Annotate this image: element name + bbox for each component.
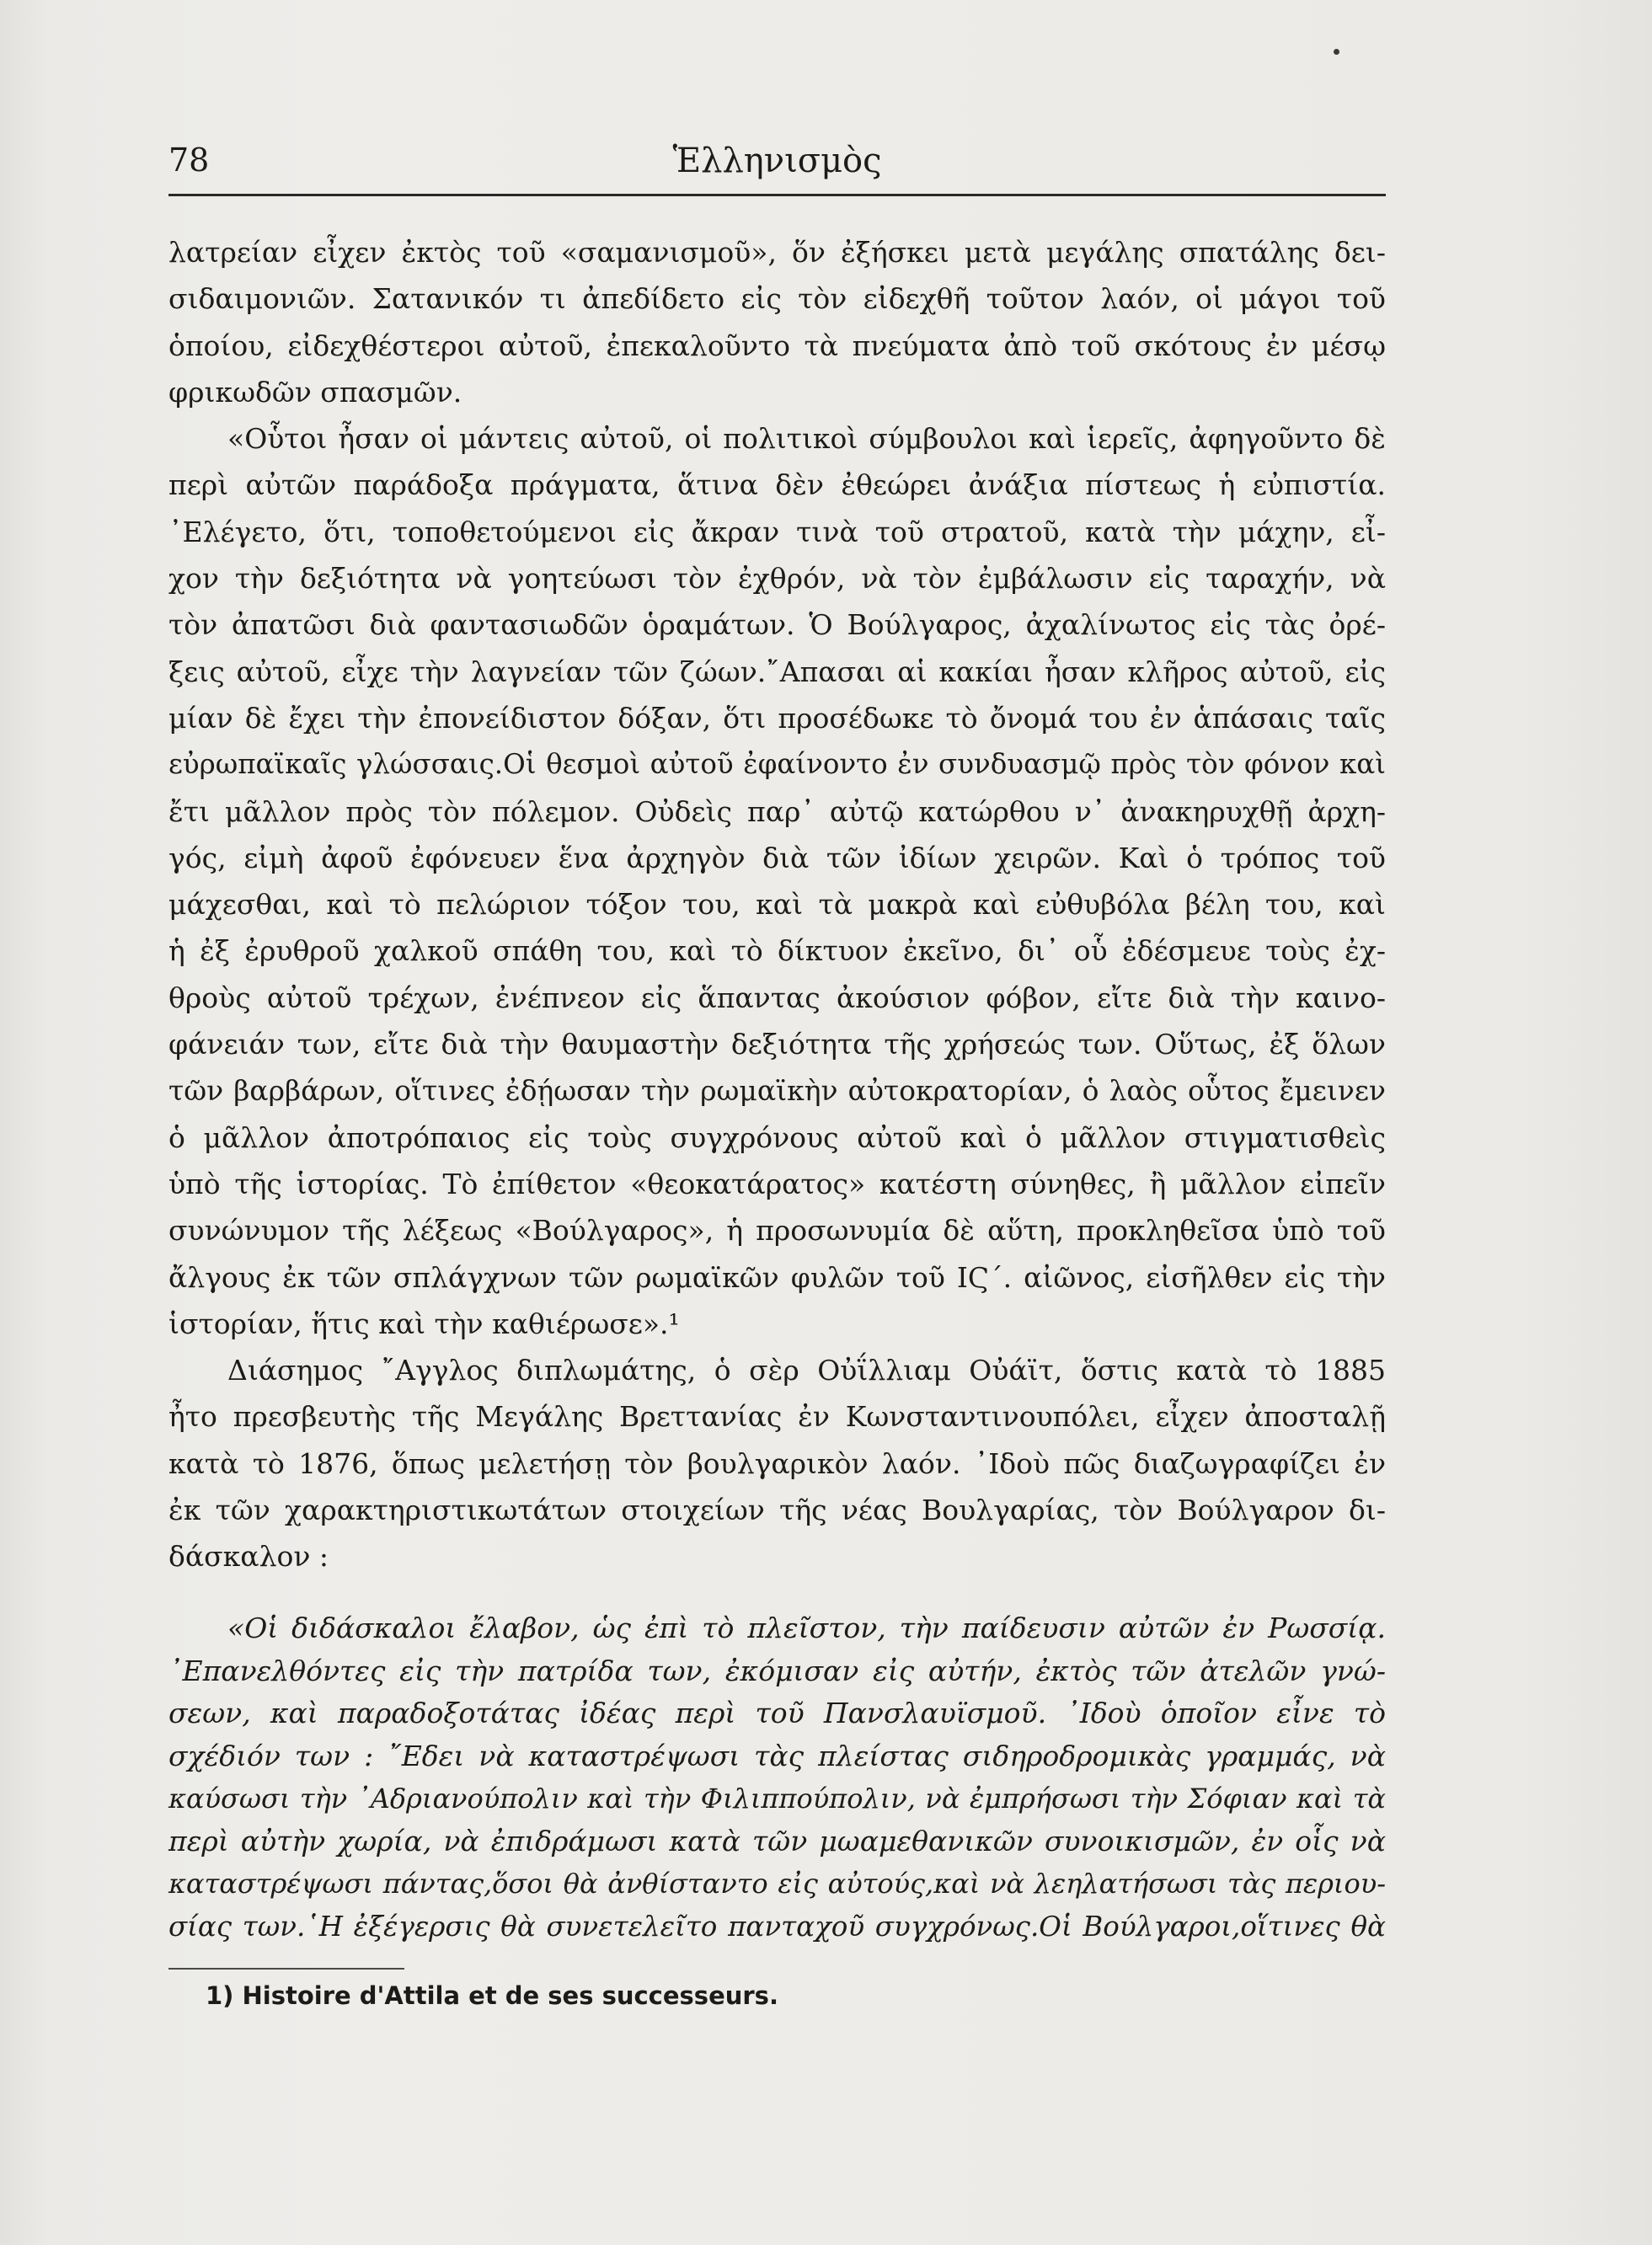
header-rule: [168, 194, 1386, 196]
running-title: Ἑλληνισμὸς: [672, 142, 882, 180]
text-line: εὐρωπαϊκαῖς γλώσσαις.Οἱ θεσμοὶ αὐτοῦ ἐφαίνοντο ἐν συνδυασμῷ πρὸς τὸν φόνον καὶ: [168, 748, 1386, 781]
text-line: Διάσημος ῎Αγγλος διπλωμάτης, ὁ σὲρ Οὐΐλλιαμ Οὐάϊτ, ὅστις κατὰ τὸ 1885: [227, 1354, 1386, 1387]
page-header: [168, 142, 1386, 189]
text-line: ᾿Ελέγετο, ὅτι, τοποθετούμενοι εἰς ἄκραν τινὰ τοῦ στρατοῦ, κατὰ τὴν μάχην, εἶ-: [168, 515, 1386, 548]
quote-line: καύσωσι τὴν ᾿Αδριανούπολιν καὶ τὴν Φιλιππούπολιν, νὰ ἐμπρήσωσι τὴν Σόφιαν καὶ τὰ: [168, 1783, 1386, 1815]
text-line: τῶν βαρβάρων, οἵτινες ἐδῄωσαν τὴν ρωμαϊκὴν αὐτοκρατορίαν, ὁ λαὸς οὗτος ἔμεινεν: [168, 1074, 1386, 1108]
text-line: γός, εἰμὴ ἀφοῦ ἐφόνευεν ἕνα ἀρχηγὸν διὰ τῶν ἰδίων χειρῶν. Καὶ ὁ τρόπος τοῦ: [168, 841, 1386, 874]
text-line: μίαν δὲ ἔχει τὴν ἐπονείδιστον δόξαν, ὅτι προσέδωκε τὸ ὄνομά του ἐν ἁπάσαις ταῖς: [168, 701, 1386, 735]
text-line: χον τὴν δεξιότητα νὰ γοητεύωσι τὸν ἐχθρόν, νὰ τὸν ἐμβάλωσιν εἰς ταραχήν, νὰ: [168, 562, 1386, 596]
text-line: φάνειάν των, εἴτε διὰ τὴν θαυμαστὴν δεξιότητα τῆς χρήσεώς των. Οὕτως, ἐξ ὅλων: [168, 1028, 1386, 1061]
quote-line: ᾿Επανελθόντες εἰς τὴν πατρίδα των, ἐκόμισαν εἰς αὐτήν, ἐκτὸς τῶν ἀτελῶν γνώ-: [168, 1654, 1386, 1687]
text-line: ἄλγους ἐκ τῶν σπλάγχνων τῶν ρωμαϊκῶν φυλῶν τοῦ ΙϚ΄. αἰῶνος, εἰσῆλθεν εἰς τὴν: [168, 1260, 1386, 1294]
block-quote: [168, 1607, 1386, 1948]
text-line: τὸν ἀπατῶσι διὰ φαντασιωδῶν ὁραμάτων. Ὁ Βούλγαρος, ἀχαλίνωτος εἰς τὰς ὀρέ-: [168, 608, 1386, 642]
text-line: ἦτο πρεσβευτὴς τῆς Μεγάλης Βρεττανίας ἐν Κωνσταντινουπόλει, εἶχεν ἀποσταλῇ: [168, 1400, 1386, 1434]
text-line: ἡ ἐξ ἐρυθροῦ χαλκοῦ σπάθη του, καὶ τὸ δίκτυον ἐκεῖνο, δι᾿ οὗ ἐδέσμευε τοὺς ἐχ-: [168, 934, 1386, 968]
text-line: συνώνυμον τῆς λέξεως «Βούλγαρος», ἡ προσωνυμία δὲ αὕτη, προκληθεῖσα ὑπὸ τοῦ: [168, 1214, 1386, 1248]
text-line: δάσκαλον :: [168, 1540, 329, 1574]
text-line: μάχεσθαι, καὶ τὸ πελώριον τόξον του, καὶ τὰ μακρὰ καὶ εὐθυβόλα βέλη του, καὶ: [168, 888, 1386, 922]
text-line: «Οὗτοι ἦσαν οἱ μάντεις αὐτοῦ, οἱ πολιτικοὶ σύμβουλοι καὶ ἱερεῖς, ἀφηγοῦντο δὲ: [227, 422, 1386, 456]
scan-speck: [1334, 49, 1339, 55]
text-line: ἱστορίαν, ἥτις καὶ τὴν καθιέρωσε».¹: [168, 1307, 680, 1340]
footnote-rule: [168, 1968, 404, 1970]
page-number: 78: [168, 142, 210, 179]
body-text: [168, 229, 1386, 1580]
text-line: ὑπὸ τῆς ἱστορίας. Τὸ ἐπίθετον «θεοκατάρατος» κατέστη σύνηθες, ἢ μᾶλλον εἰπεῖν: [168, 1167, 1386, 1200]
text-line: περὶ αὐτῶν παράδοξα πράγματα, ἅτινα δὲν ἐθεώρει ἀνάξια πίστεως ἡ εὐπιστία.: [168, 468, 1386, 502]
text-line: ἐκ τῶν χαρακτηριστικωτάτων στοιχείων τῆς νέας Βουλγαρίας, τὸν Βούλγαρον δι-: [168, 1494, 1386, 1527]
text-line: ξεις αὐτοῦ, εἶχε τὴν λαγνείαν τῶν ζώων.῎Απασαι αἱ κακίαι ἦσαν κλῆρος αὐτοῦ, εἰς: [168, 655, 1386, 688]
text-line: ἔτι μᾶλλον πρὸς τὸν πόλεμον. Οὐδεὶς παρ᾿ αὐτῷ κατώρθου ν᾿ ἀνακηρυχθῇ ἀρχη-: [168, 794, 1386, 828]
text-line: φρικωδῶν σπασμῶν.: [168, 375, 462, 409]
quote-line: «Οἱ διδάσκαλοι ἔλαβον, ὡς ἐπὶ τὸ πλεῖστον, τὴν παίδευσιν αὐτῶν ἐν Ρωσσίᾳ.: [227, 1612, 1386, 1644]
quote-line: καταστρέψωσι πάντας,ὅσοι θὰ ἀνθίσταντο εἰς αὐτούς,καὶ νὰ λεηλατήσωσι τὰς περιου-: [168, 1868, 1386, 1900]
text-line: σιδαιμονιῶν. Σατανικόν τι ἀπεδίδετο εἰς τὸν εἰδεχθῆ τοῦτον λαόν, οἱ μάγοι τοῦ: [168, 282, 1386, 316]
quote-line: σεων, καὶ παραδοξοτάτας ἰδέας περὶ τοῦ Πανσλαυϊσμοῦ. ᾿Ιδοὺ ὁποῖον εἶνε τὸ: [168, 1697, 1386, 1729]
text-line: ὁ μᾶλλον ἀποτρόπαιος εἰς τοὺς συγχρόνους αὐτοῦ καὶ ὁ μᾶλλον στιγματισθεὶς: [168, 1120, 1386, 1154]
quote-line: σχέδιόν των : ῎Εδει νὰ καταστρέψωσι τὰς πλείστας σιδηροδρομικὰς γραμμάς, νὰ: [168, 1739, 1386, 1772]
quote-line: περὶ αὐτὴν χωρία, νὰ ἐπιδράμωσι κατὰ τῶν μωαμεθανικῶν συνοικισμῶν, ἐν οἷς νὰ: [168, 1824, 1386, 1857]
text-line: θροὺς αὐτοῦ τρέχων, ἐνέπνεον εἰς ἅπαντας ἀκούσιον φόβον, εἴτε διὰ τὴν καινο-: [168, 981, 1386, 1014]
footnote: 1) Histoire d'Attila et de ses successeurs.: [206, 1981, 778, 2010]
quote-line: σίας των.῾Η ἐξέγερσις θὰ συνετελεῖτο πανταχοῦ συγχρόνως.Οἱ Βούλγαροι,οἵτινες θὰ: [168, 1910, 1386, 1943]
text-line: ὁποίου, εἰδεχθέστεροι αὐτοῦ, ἐπεκαλοῦντο τὰ πνεύματα ἀπὸ τοῦ σκότους ἐν μέσῳ: [168, 329, 1386, 362]
text-line: λατρείαν εἶχεν ἐκτὸς τοῦ «σαμανισμοῦ», ὅν ἐξήσκει μετὰ μεγάλης σπατάλης δει-: [168, 236, 1386, 269]
text-line: κατὰ τὸ 1876, ὅπως μελετήσῃ τὸν βουλγαρικὸν λαόν. ᾿Ιδοὺ πῶς διαζωγραφίζει ἐν: [168, 1446, 1386, 1480]
